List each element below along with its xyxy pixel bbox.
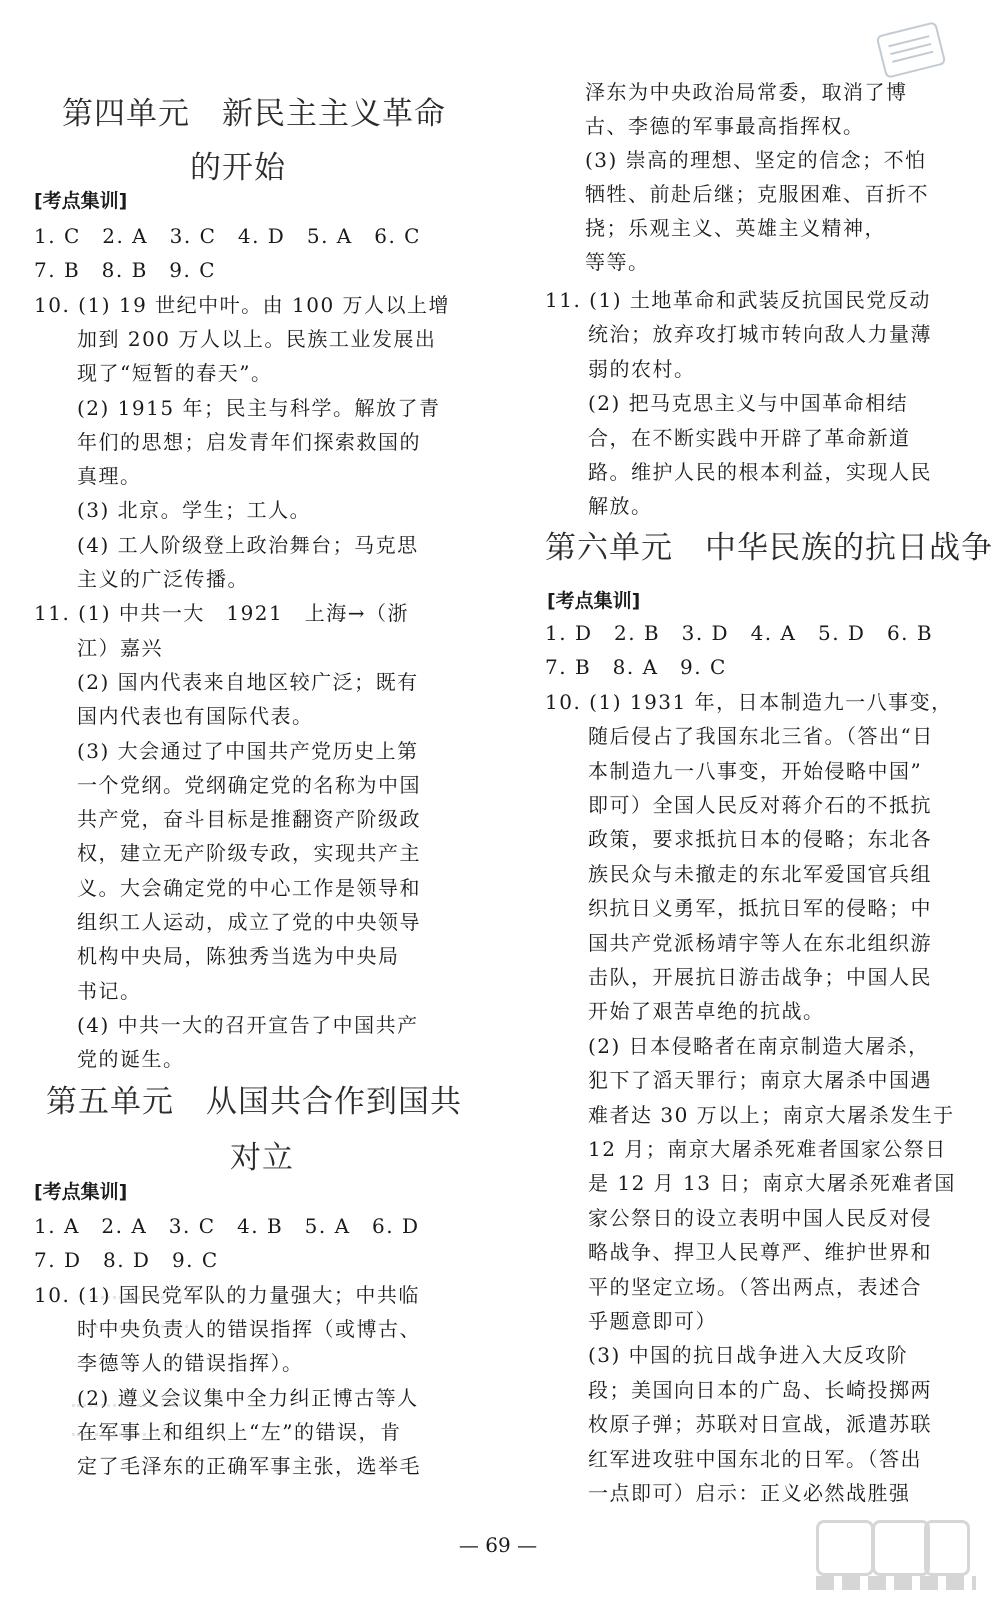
unit4-section-label: [考点集训] — [34, 190, 128, 212]
unit5-title-line1: 第五单元 从国共合作到国共 — [46, 1084, 462, 1120]
answer-line: 挠；乐观主义、英雄主义精神， — [585, 216, 886, 240]
answer-line: 本制造九一八事变，开始侵略中国” — [545, 758, 923, 783]
answer-line: 是 12 月 13 日；南京大屠杀死难者国 — [545, 1171, 956, 1196]
unit4-title-line1: 第四单元 新民主主义革命 — [62, 96, 446, 132]
answer-line: 主义的广泛传播。 — [34, 567, 249, 591]
answer-line: 开始了艰苦卓绝的抗战。 — [545, 999, 825, 1024]
answer-line: 红军进攻驻中国东北的日军。（答出 — [545, 1446, 922, 1471]
answer-line: 统治；放弃攻打城市转向敌人力量薄 — [545, 322, 932, 347]
answer-line: 弱的农村。 — [545, 356, 696, 381]
answer-line: 解放。 — [545, 494, 653, 519]
answer-line: (2) 把马克思主义与中国革命相结 — [545, 391, 909, 416]
answer-line: (2) 国内代表来自地区较广泛；既有 — [34, 669, 419, 694]
answer-line: 古、李德的军事最高指挥权。 — [585, 114, 865, 138]
answer-line: 路。维护人民的根本利益，实现人民 — [545, 460, 932, 484]
answer-line: 7. B 8. A 9. C — [545, 655, 727, 680]
unit4-title-line2: 的开始 — [190, 150, 286, 186]
answer-line: 织抗日义勇军，抵抗日军的侵略；中 — [545, 896, 932, 921]
answer-line: 定了毛泽东的正确军事主张，选举毛 — [34, 1454, 421, 1479]
answer-line: (4) 工人阶级登上政治舞台；马克思 — [34, 532, 419, 557]
site-watermark-logo — [806, 1520, 976, 1590]
unit6-section-label: [考点集训] — [547, 590, 641, 612]
answer-line: 机构中央局，陈独秀当选为中央局 — [34, 944, 400, 969]
answer-line: 12 月；南京大屠杀死难者国家公祭日 — [545, 1137, 947, 1161]
answer-line: (4) 中共一大的召开宣告了中国共产 — [34, 1012, 419, 1037]
answer-line: 泽东为中央政治局常委，取消了博 — [585, 80, 908, 104]
answer-line: 家公祭日的设立表明中国人民反对侵 — [545, 1205, 932, 1230]
faint-watermark-mark — [72, 1404, 182, 1436]
answer-line: 加到 200 万人以上。民族工业发展出 — [34, 326, 437, 351]
answer-line: 击队，开展抗日游击战争；中国人民 — [545, 965, 932, 989]
answer-line: 7. B 8. B 9. C — [34, 258, 217, 283]
answer-line: 现了“短暂的春天”。 — [34, 361, 273, 386]
answer-line: (3) 大会通过了中国共产党历史上第 — [34, 738, 419, 763]
answer-line: 10. (1) 1931 年，日本制造九一八事变， — [545, 689, 953, 714]
answer-line: 李德等人的错误指挥）。 — [34, 1351, 304, 1376]
answer-line: 义。大会确定党的中心工作是领导和 — [34, 875, 421, 900]
answer-line: 时中央负责人的错误指挥（或博古、 — [34, 1316, 421, 1341]
answer-line: 难者达 30 万以上；南京大屠杀发生于 — [545, 1102, 955, 1127]
unit5-section-label: [考点集训] — [34, 1181, 128, 1203]
answer-line: 党的诞生。 — [34, 1047, 185, 1072]
answer-line: (3) 崇高的理想、坚定的信念；不怕 — [585, 148, 927, 172]
answer-line: 1. C 2. A 3. C 4. D 5. A 6. C — [34, 224, 421, 248]
answer-line: 11. (1) 中共一大 1921 上海→（浙 — [34, 601, 410, 626]
answer-line: (2) 遵义会议集中全力纠正博古等人 — [34, 1385, 419, 1410]
answer-line: 一点即可）启示：正义必然战胜强 — [545, 1481, 911, 1505]
answer-line: (3) 中国的抗日战争进入大反攻阶 — [545, 1343, 909, 1368]
answer-line: 随后侵占了我国东北三省。（答出“日 — [545, 724, 934, 749]
answer-line: 犯下了滔天罪行；南京大屠杀中国遇 — [545, 1068, 932, 1093]
answer-line: 1. D 2. B 3. D 4. A 5. D 6. B — [545, 621, 934, 645]
answer-line: 真理。 — [34, 464, 142, 489]
answer-line: 族民众与未撤走的东北军爱国官兵组 — [545, 861, 932, 886]
answer-line: (2) 日本侵略者在南京制造大屠杀， — [545, 1033, 930, 1058]
answer-line: 牺牲、前赴后继；克服困难、百折不 — [585, 182, 929, 206]
answer-line: 合，在不断实践中开辟了革命新道 — [545, 425, 911, 450]
answer-line: 国内代表也有国际代表。 — [34, 704, 314, 729]
answer-line: 平的坚定立场。（答出两点，表述合 — [545, 1274, 922, 1299]
answer-line: 即可）全国人民反对蒋介石的不抵抗 — [545, 793, 932, 817]
answer-line: 在军事上和组织上“左”的错误，肯 — [34, 1419, 402, 1444]
answer-line: 政策，要求抵抗日本的侵略；东北各 — [545, 827, 932, 852]
answer-line: 江）嘉兴 — [34, 635, 163, 660]
answer-line: 乎题意即可） — [545, 1309, 717, 1333]
answer-line: 7. D 8. D 9. C — [34, 1248, 219, 1273]
answer-line: 略战争、捍卫人民尊严、维护世界和 — [545, 1240, 932, 1265]
page-number: — 69 — — [458, 1533, 538, 1557]
answer-line: 年们的思想；启发青年们探索救国的 — [34, 429, 421, 454]
answer-line: 10. (1) 国民党军队的力量强大；中共临 — [34, 1282, 420, 1307]
answer-line: (3) 北京。学生；工人。 — [34, 498, 312, 523]
answer-line: 权，建立无产阶级专政，实现共产主 — [34, 841, 421, 866]
answer-line: 一个党纲。党纲确定党的名称为中国 — [34, 772, 421, 797]
answer-line: 等等。 — [585, 250, 650, 274]
unit6-title: 第六单元 中华民族的抗日战争 — [545, 530, 993, 566]
answer-line: 10. (1) 19 世纪中叶。由 100 万人以上增 — [34, 292, 451, 317]
stamp-mark — [876, 21, 947, 79]
faint-watermark-mark — [90, 1296, 200, 1328]
answer-line: 1. A 2. A 3. C 4. B 5. A 6. D — [34, 1214, 420, 1238]
answer-line: 11. (1) 土地革命和武装反抗国民党反动 — [545, 288, 931, 312]
answer-line: 枚原子弹；苏联对日宣战，派遣苏联 — [545, 1412, 932, 1437]
answer-line: 段；美国向日本的广岛、长崎投掷两 — [545, 1377, 932, 1402]
answer-line: 组织工人运动，成立了党的中央领导 — [34, 910, 421, 934]
answer-line: 国共产党派杨靖宇等人在东北组织游 — [545, 930, 932, 955]
unit5-title-line2: 对立 — [230, 1140, 294, 1176]
answer-line: 书记。 — [34, 978, 142, 1003]
answer-line: (2) 1915 年；民主与科学。解放了青 — [34, 395, 441, 420]
answer-line: 共产党，奋斗目标是推翻资产阶级政 — [34, 807, 421, 832]
